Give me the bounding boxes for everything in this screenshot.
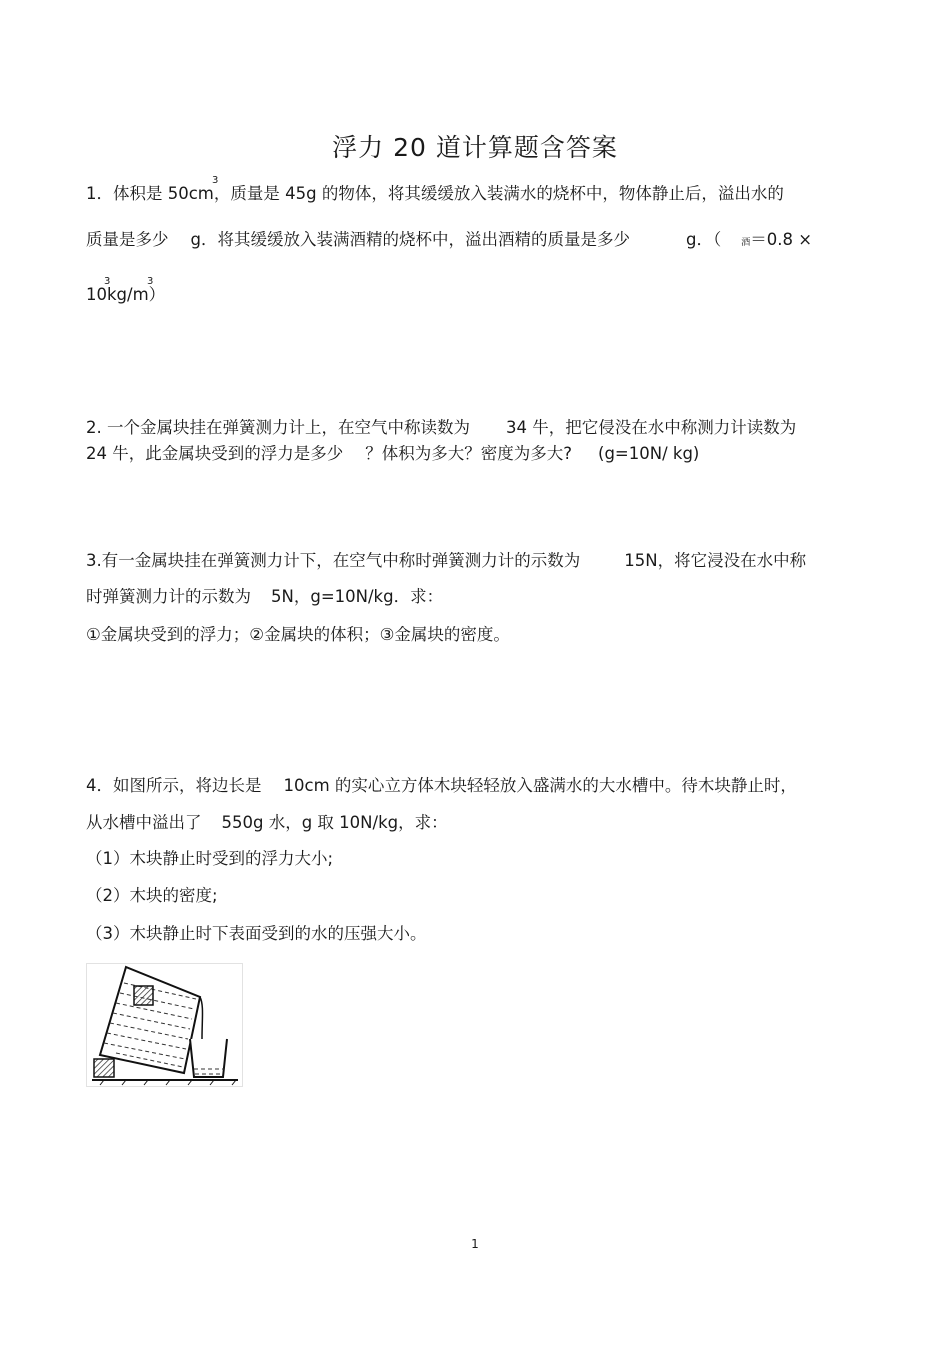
beaker: [190, 1039, 227, 1077]
q1-line-1-part-a: 1．体积是 50cm: [86, 184, 214, 203]
q1-line-2-part-c: g．（: [685, 230, 722, 249]
q1-line-3: [86, 287, 165, 304]
q4-line-2-part-a: 从水槽中溢出了: [86, 813, 202, 832]
q3-line-1: [86, 553, 806, 570]
q2-line-2-part-a: 24 牛，此金属块受到的浮力是多少: [86, 444, 344, 463]
q1-line-3-part-c: ）: [148, 285, 166, 304]
q1-line-3-part-a: 10: [86, 285, 107, 304]
q3-line-1-part-b: 15N，将它浸没在水中称: [624, 551, 807, 570]
q3-line-3: ①金属块受到的浮力；②金属块的体积；③金属块的密度。: [86, 625, 510, 644]
q4-subquestion-2: （2）木块的密度;: [86, 886, 218, 905]
tilted-water-tank: [100, 967, 200, 1073]
q1-line-2-part-d: ＝0.8 ×: [750, 230, 813, 249]
q1-line-2-part-a: 质量是多少: [86, 230, 169, 249]
overflow-stream: [200, 997, 203, 1039]
support-block: [94, 1059, 114, 1077]
q3-line-2: [86, 589, 443, 606]
q4-line-1: [86, 778, 797, 795]
q1-line-2: [86, 232, 812, 249]
q4-line-2: [86, 815, 448, 832]
q2-line-1: [86, 420, 796, 437]
q1-line-2-part-b: g．将其缓缓放入装满酒精的烧杯中，溢出酒精的质量是多少: [190, 230, 630, 249]
q2-line-2-part-b: ？体积为多大？密度为多大?: [365, 444, 573, 463]
q3-line-1-part-a: 3.有一金属块挂在弹簧测力计下，在空气中称时弹簧测力计的示数为: [86, 551, 581, 570]
q3-line-2-part-b: 5N，g=10N/kg．求：: [271, 587, 444, 606]
q1-superscript-cm3: 3: [212, 175, 219, 186]
q2-line-1-part-a: 2. 一个金属块挂在弹簧测力计上，在空气中称读数为: [86, 418, 470, 437]
q2-line-2: [86, 446, 699, 463]
q1-line-3-part-b: kg/m: [107, 285, 149, 304]
wooden-block: [134, 986, 153, 1005]
q1-line-1-part-b: ，质量是 45g 的物体，将其缓缓放入装满水的烧杯中，物体静止后，溢出水的: [213, 184, 784, 203]
page-title: 浮力 20 道计算题含答案: [332, 133, 618, 162]
q4-subquestion-3: （3）木块静止时下表面受到的水的压强大小。: [86, 924, 427, 943]
q4-subquestion-1: （1）木块静止时受到的浮力大小;: [86, 849, 334, 868]
q4-line-1-part-a: 4．如图所示，将边长是: [86, 776, 262, 795]
tank-overflow-figure: [86, 963, 243, 1087]
q1-line-2-subscript: 酒: [741, 238, 751, 248]
q4-line-1-part-b: 10cm 的实心立方体木块轻轻放入盛满水的大水槽中。待木块静止时，: [283, 776, 797, 795]
q1-superscript-10-3: 3: [104, 276, 111, 287]
q1-superscript-m3: 3: [147, 276, 154, 287]
q4-line-2-part-b: 550g 水，g 取 10N/kg，求：: [221, 813, 448, 832]
q1-line-1: [86, 186, 784, 203]
q3-line-2-part-a: 时弹簧测力计的示数为: [86, 587, 251, 606]
page-number: 1: [471, 1237, 479, 1251]
q2-line-1-part-b: 34 牛，把它侵没在水中称测力计读数为: [506, 418, 797, 437]
q2-line-2-part-c: (g=10N/ kg): [598, 444, 700, 463]
